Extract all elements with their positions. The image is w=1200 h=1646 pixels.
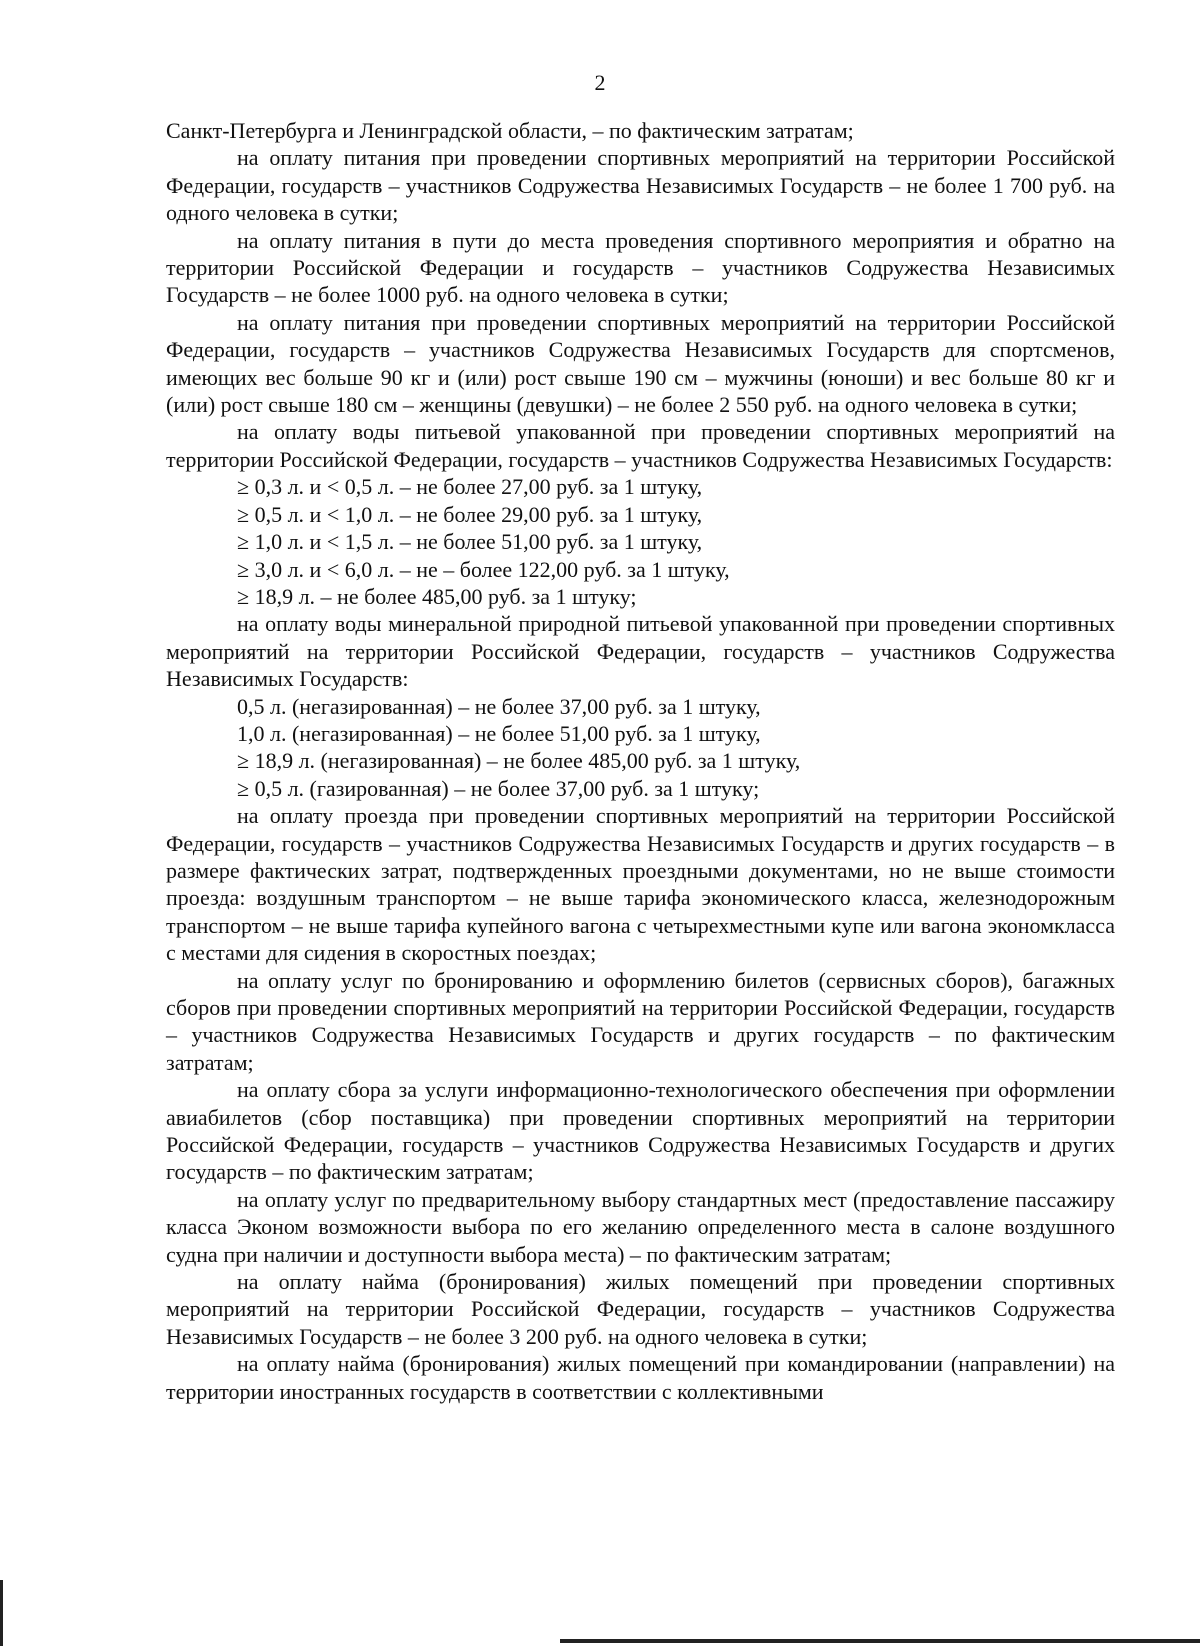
paragraph-ticket-booking: на оплату услуг по бронированию и оформлению билетов (сервисных сборов), багажных сборов при проведении спортивных мероприятий на территории Российской Федерации, государств – участников Содружества Независимых Государств и других государств – по фактическим затратам;: [166, 967, 1115, 1075]
mineral-water-item: 0,5 л. (негазированная) – не более 37,00 руб. за 1 штуку,: [237, 693, 761, 719]
paragraph-seat-selection: на оплату услуг по предварительному выбору стандартных мест (предоставление пассажиру класса Эконом возможности выбора по его желанию определенного места в салоне воздушного судна при наличии и доступности выбора места) – по фактическим затратам;: [166, 1186, 1115, 1267]
water-item: ≥ 0,5 л. и < 1,0 л. – не более 29,00 руб. за 1 штуку,: [237, 501, 703, 527]
paragraph-food-events: на оплату питания при проведении спортивных мероприятий на территории Российской Федерации, государств – участников Содружества Независимых Государств – не более 1 700 руб. на одного человека в сутки;: [166, 145, 1115, 226]
document-body: [166, 117, 1115, 1405]
water-item: ≥ 1,0 л. и < 1,5 л. – не более 51,00 руб. за 1 штуку,: [237, 529, 703, 555]
water-item: ≥ 0,3 л. и < 0,5 л. – не более 27,00 руб. за 1 штуку,: [237, 474, 703, 500]
paragraph-mineral-water: на оплату воды минеральной природной питьевой упакованной при проведении спортивных мероприятий на территории Российской Федерации, государств – участников Содружества Независимых Государств:: [166, 611, 1115, 692]
paragraph-food-heavy-athletes: на оплату питания при проведении спортивных мероприятий на территории Российской Федерации, государств – участников Содружества Независимых Государств для спортсменов, имеющих вес больше 90 кг и (или) рост свыше 190 см – мужчины (юноши) и вес больше 80 кг и (или) рост свыше 180 см – женщины (девушки) – не более 2 550 руб. на одного человека в сутки;: [166, 309, 1115, 418]
page-number: 2: [594, 70, 606, 95]
mineral-water-item: ≥ 18,9 л. (негазированная) – не более 485,00 руб. за 1 штуку,: [237, 748, 801, 774]
paragraph-continuation: Санкт-Петербурга и Ленинградской области, – по фактическим затратам;: [166, 118, 854, 143]
paragraph-housing-foreign: на оплату найма (бронирования) жилых помещений при командировании (направлении) на территории иностранных государств в соответствии с коллективными: [166, 1351, 1115, 1404]
paragraph-travel-fare: на оплату проезда при проведении спортивных мероприятий на территории Российской Федерации, государств – участников Содружества Независимых Государств и других государств – в размере фактических затрат, подтвержденных проездными документами, но не выше стоимости проезда: воздушным транспортом – не выше тарифа экономического класса, железнодорожным транспортом – не выше тарифа купейного вагона с четырехместными купе или вагона экономкласса с местами для сидения в скоростных поездах;: [166, 803, 1115, 966]
water-item: ≥ 3,0 л. и < 6,0 л. – не – более 122,00 руб. за 1 штуку,: [237, 556, 730, 582]
mineral-water-item: 1,0 л. (негазированная) – не более 51,00 руб. за 1 штуку,: [237, 720, 761, 746]
paragraph-food-travel: на оплату питания в пути до места проведения спортивного мероприятия и обратно на территории Российской Федерации и государств – участников Содружества Независимых Государств – не более 1000 руб. на одного человека в сутки;: [166, 227, 1115, 308]
paragraph-housing-domestic: на оплату найма (бронирования) жилых помещений при проведении спортивных мероприятий на территории Российской Федерации, государств – участников Содружества Независимых Государств – не более 3 200 руб. на одного человека в сутки;: [166, 1269, 1115, 1349]
scan-edge-mark: [0, 1580, 3, 1646]
paragraph-supplier-fee: на оплату сбора за услуги информационно-технологического обеспечения при оформлении авиабилетов (сбор поставщика) при проведении спортивных мероприятий на территории Российской Федерации, государств – участников Содружества Независимых Государств и других государств – по фактическим затратам;: [166, 1077, 1115, 1185]
scan-bottom-rule: [560, 1639, 1200, 1643]
paragraph-drinking-water: на оплату воды питьевой упакованной при проведении спортивных мероприятий на территории Российской Федерации, государств – участников Содружества Независимых Государств:: [166, 419, 1115, 472]
water-item: ≥ 18,9 л. – не более 485,00 руб. за 1 штуку;: [237, 583, 637, 609]
mineral-water-item: ≥ 0,5 л. (газированная) – не более 37,00 руб. за 1 штуку;: [237, 775, 760, 801]
